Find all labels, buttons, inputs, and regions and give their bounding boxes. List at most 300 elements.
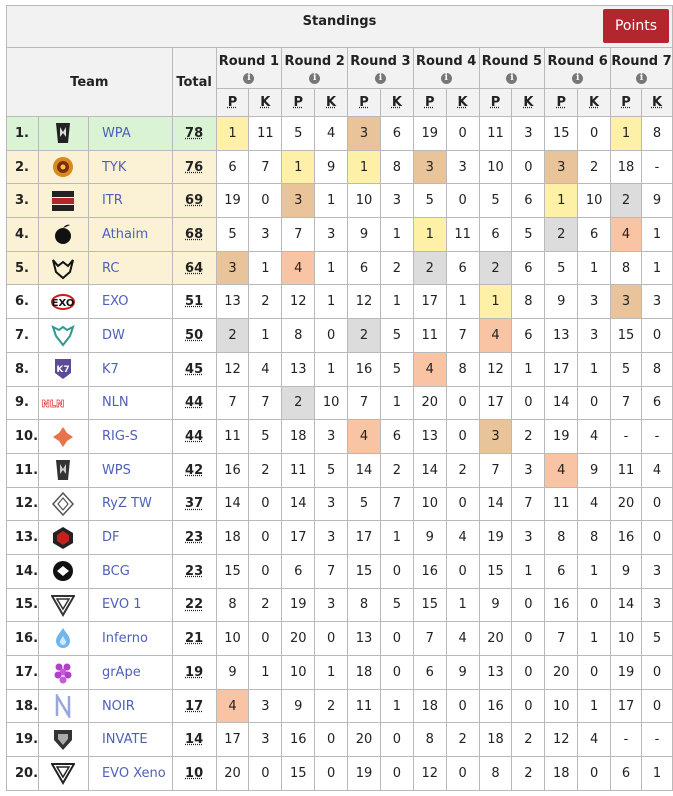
kills-cell: 3	[315, 588, 348, 622]
placement-cell: 2	[479, 251, 512, 285]
kills-cell: 1	[249, 656, 282, 690]
kills-cell: 8	[446, 352, 479, 386]
placement-cell: 10	[413, 487, 446, 521]
nln-logo[interactable]	[41, 391, 85, 415]
rank-cell: 9.	[7, 386, 39, 420]
kills-cell: 0	[641, 319, 672, 353]
evo-1-logo[interactable]	[51, 593, 75, 617]
placement-cell: 1	[216, 117, 249, 151]
placement-cell: 10	[479, 150, 512, 184]
invate-logo[interactable]	[51, 728, 75, 752]
total-value: 10	[185, 765, 204, 781]
kills-cell: 1	[512, 554, 545, 588]
placement-cell: 20	[282, 622, 315, 656]
placement-cell: 17	[545, 352, 578, 386]
kills-cell: 0	[578, 386, 611, 420]
placement-cell: 3	[413, 150, 446, 184]
team-logo-cell	[39, 521, 89, 555]
placement-cell: 14	[611, 588, 642, 622]
placement-cell: 19	[282, 588, 315, 622]
placement-cell: 15	[545, 117, 578, 151]
kills-cell: 0	[446, 487, 479, 521]
p-header-label: P	[227, 95, 238, 110]
kills-cell: 3	[315, 521, 348, 555]
placement-cell: 11	[479, 117, 512, 151]
placement-cell: 9	[216, 656, 249, 690]
k-header-label: K	[260, 95, 271, 110]
kills-cell: 0	[446, 420, 479, 454]
placement-cell: 13	[413, 420, 446, 454]
kills-cell: 2	[249, 453, 282, 487]
team-name-link[interactable]: RC	[88, 251, 172, 285]
team-name-link[interactable]: ITR	[88, 184, 172, 218]
kills-cell: 0	[578, 117, 611, 151]
placement-cell: 15	[611, 319, 642, 353]
placement-cell: 1	[545, 184, 578, 218]
placement-cell: 2	[611, 184, 642, 218]
p-header-label: P	[293, 95, 303, 110]
rank-cell: 11.	[7, 453, 39, 487]
rank-cell: 15.	[7, 588, 39, 622]
placement-cell: 18	[611, 150, 642, 184]
wpa-logo[interactable]	[51, 121, 75, 145]
placement-cell: 19	[413, 117, 446, 151]
total-value: 44	[185, 395, 204, 411]
kills-cell: 4	[446, 521, 479, 555]
table-row	[7, 521, 673, 555]
table-row	[7, 150, 673, 184]
placement-cell: 16	[348, 352, 381, 386]
placement-cell: 5	[216, 218, 249, 252]
total-cell	[172, 420, 216, 454]
table-row	[7, 622, 673, 656]
p-header-label: P	[359, 95, 369, 110]
placement-cell: 1	[413, 218, 446, 252]
placement-cell: 3	[348, 117, 381, 151]
team-logo-cell	[39, 723, 89, 757]
tyk-logo[interactable]	[51, 155, 75, 179]
table-row	[7, 453, 673, 487]
kills-cell: 0	[512, 689, 545, 723]
placement-cell: 15	[479, 554, 512, 588]
kills-cell: 0	[512, 150, 545, 184]
info-icon[interactable]: i	[572, 73, 583, 84]
placement-cell: 20	[611, 487, 642, 521]
placement-cell: 9	[545, 285, 578, 319]
kills-cell: 0	[446, 386, 479, 420]
total-cell	[172, 689, 216, 723]
kills-cell: 2	[578, 150, 611, 184]
kills-cell: 1	[641, 218, 672, 252]
placement-cell: 3	[216, 251, 249, 285]
round-header-7	[611, 48, 673, 89]
table-row	[7, 218, 673, 252]
kills-cell: 1	[315, 251, 348, 285]
rank-cell: 8.	[7, 352, 39, 386]
info-icon[interactable]: i	[375, 73, 386, 84]
total-value: 42	[185, 462, 204, 478]
team-name-link[interactable]: DF	[88, 521, 172, 555]
kills-cell: 0	[512, 386, 545, 420]
info-icon[interactable]: i	[441, 73, 452, 84]
placement-cell: 7	[413, 622, 446, 656]
k-header	[315, 89, 348, 117]
placement-cell: 2	[413, 251, 446, 285]
placement-cell: 12	[348, 285, 381, 319]
total-value: 23	[185, 530, 204, 546]
kills-cell: 2	[512, 420, 545, 454]
kills-cell: 3	[512, 521, 545, 555]
k-header	[446, 89, 479, 117]
placement-cell: 10	[545, 689, 578, 723]
placement-cell: 11	[611, 453, 642, 487]
round-label: Round 2	[284, 54, 345, 69]
info-icon[interactable]: i	[636, 73, 647, 84]
placement-cell: 1	[348, 150, 381, 184]
rank-cell: 10.	[7, 420, 39, 454]
placement-cell: 2	[216, 319, 249, 353]
rank-cell: 16.	[7, 622, 39, 656]
rank-cell: 2.	[7, 150, 39, 184]
placement-cell: 18	[282, 420, 315, 454]
team-name-link[interactable]: NLN	[88, 386, 172, 420]
placement-cell: 19	[611, 656, 642, 690]
round-label: Round 4	[415, 54, 477, 69]
team-logo-cell	[39, 117, 89, 151]
grape-logo[interactable]	[51, 660, 75, 684]
total-value: 17	[185, 698, 204, 714]
placement-cell: 5	[611, 352, 642, 386]
placement-cell: 13	[216, 285, 249, 319]
kills-cell: 3	[512, 453, 545, 487]
kills-cell: 6	[641, 386, 672, 420]
kills-cell: 2	[380, 453, 413, 487]
p-header	[282, 89, 315, 117]
kills-cell: 6	[512, 319, 545, 353]
placement-cell: 14	[216, 487, 249, 521]
noir-logo[interactable]	[51, 694, 75, 718]
team-logo-cell	[39, 656, 89, 690]
placement-cell: 17	[479, 386, 512, 420]
team-name-link[interactable]: DW	[88, 319, 172, 353]
team-logo-cell	[39, 757, 89, 791]
kills-cell: 0	[641, 689, 672, 723]
table-row	[7, 319, 673, 353]
svg-text:K7: K7	[56, 365, 71, 376]
placement-cell: 14	[413, 453, 446, 487]
team-name-link[interactable]: WPA	[88, 117, 172, 151]
placement-cell: 10	[282, 656, 315, 690]
placement-cell: 19	[216, 184, 249, 218]
kills-cell: 0	[380, 622, 413, 656]
standings-title: Standings	[302, 14, 377, 29]
placement-cell: 7	[282, 218, 315, 252]
total-cell	[172, 184, 216, 218]
team-logo-cell	[39, 352, 89, 386]
placement-cell: 18	[216, 521, 249, 555]
placement-cell: 20	[413, 386, 446, 420]
team-name-link[interactable]: RIG-S	[88, 420, 172, 454]
table-row	[7, 251, 673, 285]
team-name-link[interactable]: RyZ TW	[88, 487, 172, 521]
placement-cell: 9	[282, 689, 315, 723]
kills-cell: 3	[512, 117, 545, 151]
exo-logo[interactable]	[51, 290, 75, 314]
k7-logo[interactable]	[51, 357, 75, 381]
team-name-link[interactable]: WPS	[88, 453, 172, 487]
placement-cell: 17	[348, 521, 381, 555]
kills-cell: 3	[315, 218, 348, 252]
kills-cell: 0	[315, 622, 348, 656]
p-header-label: P	[556, 95, 566, 110]
placement-cell: 8	[348, 588, 381, 622]
kills-cell: 0	[446, 689, 479, 723]
placement-cell: 9	[348, 218, 381, 252]
kills-cell: 0	[446, 757, 479, 791]
total-cell	[172, 554, 216, 588]
total-cell	[172, 453, 216, 487]
kills-cell: 4	[315, 117, 348, 151]
team-name-link[interactable]: EXO	[88, 285, 172, 319]
team-name-link[interactable]: Athaim	[88, 218, 172, 252]
kills-cell: 5	[512, 218, 545, 252]
kills-cell: 0	[380, 656, 413, 690]
total-cell	[172, 285, 216, 319]
kills-cell: -	[641, 150, 672, 184]
k-header-label: K	[391, 95, 402, 110]
placement-cell: 20	[479, 622, 512, 656]
svg-text:EXO: EXO	[52, 297, 75, 309]
total-cell	[172, 319, 216, 353]
placement-cell: 6	[216, 150, 249, 184]
kills-cell: 4	[641, 453, 672, 487]
info-icon[interactable]: i	[243, 73, 254, 84]
kills-cell: 1	[380, 386, 413, 420]
p-header	[413, 89, 446, 117]
placement-cell: 5	[348, 487, 381, 521]
rank-cell: 5.	[7, 251, 39, 285]
table-row	[7, 352, 673, 386]
kills-cell: 4	[578, 420, 611, 454]
total-value: 21	[185, 631, 204, 647]
kills-cell: 0	[641, 521, 672, 555]
team-name-link[interactable]: EVO 1	[88, 588, 172, 622]
p-header	[611, 89, 642, 117]
kills-cell: 0	[249, 487, 282, 521]
total-cell	[172, 487, 216, 521]
kills-cell: 9	[578, 453, 611, 487]
team-logo-cell	[39, 487, 89, 521]
table-row	[7, 184, 673, 218]
team-name-link[interactable]: K7	[88, 352, 172, 386]
kills-cell: 3	[315, 420, 348, 454]
placement-cell: 2	[348, 319, 381, 353]
rank-cell: 1.	[7, 117, 39, 151]
kills-cell: 1	[512, 352, 545, 386]
kills-cell: 3	[578, 319, 611, 353]
kills-cell: 0	[380, 554, 413, 588]
table-row	[7, 723, 673, 757]
total-value: 78	[185, 125, 204, 141]
kills-cell: 8	[380, 150, 413, 184]
total-value: 69	[185, 193, 204, 209]
kills-cell: 2	[446, 723, 479, 757]
k-header	[249, 89, 282, 117]
table-row	[7, 554, 673, 588]
kills-cell: 5	[315, 453, 348, 487]
placement-cell: 13	[545, 319, 578, 353]
kills-cell: 2	[512, 723, 545, 757]
df-logo[interactable]	[51, 526, 75, 550]
placement-cell: 16	[611, 521, 642, 555]
placement-cell: 11	[216, 420, 249, 454]
placement-cell: 4	[479, 319, 512, 353]
placement-cell: 8	[479, 757, 512, 791]
team-logo-cell	[39, 251, 89, 285]
kills-cell: 0	[249, 554, 282, 588]
kills-cell: 1	[249, 319, 282, 353]
kills-cell: 8	[578, 521, 611, 555]
wps-logo[interactable]	[51, 458, 75, 482]
kills-cell: 6	[512, 184, 545, 218]
total-cell	[172, 117, 216, 151]
placement-cell: 1	[282, 150, 315, 184]
kills-cell: 0	[380, 757, 413, 791]
kills-cell: 1	[315, 352, 348, 386]
placement-cell: 6	[545, 554, 578, 588]
kills-cell: 1	[380, 285, 413, 319]
placement-cell: 16	[413, 554, 446, 588]
round-label: Round 5	[481, 54, 543, 69]
table-row	[7, 689, 673, 723]
kills-cell: 8	[641, 352, 672, 386]
placement-cell: 5	[545, 251, 578, 285]
placement-cell: 6	[611, 757, 642, 791]
placement-cell: 9	[611, 554, 642, 588]
team-name-link[interactable]: Inferno	[88, 622, 172, 656]
points-button[interactable]: Points	[603, 9, 669, 43]
kills-cell: 3	[641, 554, 672, 588]
total-value: 51	[185, 294, 204, 310]
kills-cell: 3	[249, 689, 282, 723]
kills-cell: 1	[380, 689, 413, 723]
kills-cell: 2	[512, 757, 545, 791]
ryz-tw-logo[interactable]	[51, 492, 75, 516]
team-name-link[interactable]: grApe	[88, 656, 172, 690]
round-label: Round 7	[611, 54, 672, 69]
team-name-link[interactable]: NOIR	[88, 689, 172, 723]
kills-cell: 3	[641, 285, 672, 319]
info-icon[interactable]: i	[506, 73, 517, 84]
placement-cell: 16	[479, 689, 512, 723]
k-header	[512, 89, 545, 117]
placement-cell: 12	[479, 352, 512, 386]
table-row	[7, 757, 673, 791]
placement-cell: 8	[413, 723, 446, 757]
team-name-link[interactable]: TYK	[88, 150, 172, 184]
standings-caption	[7, 6, 673, 48]
placement-cell: 14	[282, 487, 315, 521]
placement-cell: 10	[611, 622, 642, 656]
kills-cell: 1	[578, 251, 611, 285]
p-header	[545, 89, 578, 117]
total-value: 68	[185, 226, 204, 242]
placement-cell: 3	[282, 184, 315, 218]
kills-cell: 9	[315, 150, 348, 184]
table-row	[7, 420, 673, 454]
info-icon[interactable]: i	[309, 73, 320, 84]
total-header: Total	[172, 48, 216, 117]
kills-cell: 5	[249, 420, 282, 454]
total-value: 76	[185, 159, 204, 175]
total-value: 22	[185, 597, 204, 613]
placement-cell: 12	[545, 723, 578, 757]
kills-cell: 7	[315, 554, 348, 588]
kills-cell: 1	[380, 521, 413, 555]
team-name-link[interactable]: BCG	[88, 554, 172, 588]
kills-cell: 6	[446, 251, 479, 285]
k-header-label: K	[651, 95, 663, 110]
placement-cell: 17	[413, 285, 446, 319]
kills-cell: 3	[446, 150, 479, 184]
p-header-label: P	[490, 95, 501, 110]
team-logo-cell	[39, 622, 89, 656]
team-logo-cell	[39, 386, 89, 420]
kills-cell: 4	[446, 622, 479, 656]
kills-cell: 1	[315, 656, 348, 690]
inferno-logo[interactable]	[51, 627, 75, 651]
team-name-link[interactable]: INVATE	[88, 723, 172, 757]
rc-logo[interactable]	[51, 256, 75, 280]
placement-cell: 2	[282, 386, 315, 420]
bcg-logo[interactable]	[51, 559, 75, 583]
total-value: 50	[185, 327, 204, 343]
kills-cell: 8	[641, 117, 672, 151]
placement-cell: 13	[348, 622, 381, 656]
kills-cell: 3	[578, 285, 611, 319]
rig-s-logo[interactable]	[51, 425, 75, 449]
evo-xeno-logo[interactable]	[51, 761, 75, 785]
k-header	[578, 89, 611, 117]
kills-cell: 3	[315, 487, 348, 521]
rank-cell: 3.	[7, 184, 39, 218]
team-logo-cell	[39, 453, 89, 487]
team-name-link[interactable]: EVO Xeno	[88, 757, 172, 791]
round-header-2	[282, 48, 348, 89]
dw-logo[interactable]	[51, 323, 75, 347]
placement-cell: 3	[545, 150, 578, 184]
k-header-label: K	[457, 95, 468, 110]
total-cell	[172, 150, 216, 184]
total-value: 64	[185, 260, 204, 276]
kills-cell: 1	[641, 251, 672, 285]
kills-cell: -	[641, 723, 672, 757]
placement-cell: 6	[413, 656, 446, 690]
athaim-logo[interactable]	[51, 222, 75, 246]
kills-cell: 0	[380, 723, 413, 757]
total-value: 14	[185, 732, 204, 748]
round-header-5	[479, 48, 545, 89]
kills-cell: 6	[380, 117, 413, 151]
k-header-label: K	[523, 95, 534, 110]
itr-logo[interactable]	[51, 189, 75, 213]
kills-cell: 2	[446, 453, 479, 487]
kills-cell: 5	[380, 588, 413, 622]
kills-cell: 0	[641, 656, 672, 690]
rank-cell: 20.	[7, 757, 39, 791]
placement-cell: 1	[611, 117, 642, 151]
placement-cell: 7	[479, 453, 512, 487]
